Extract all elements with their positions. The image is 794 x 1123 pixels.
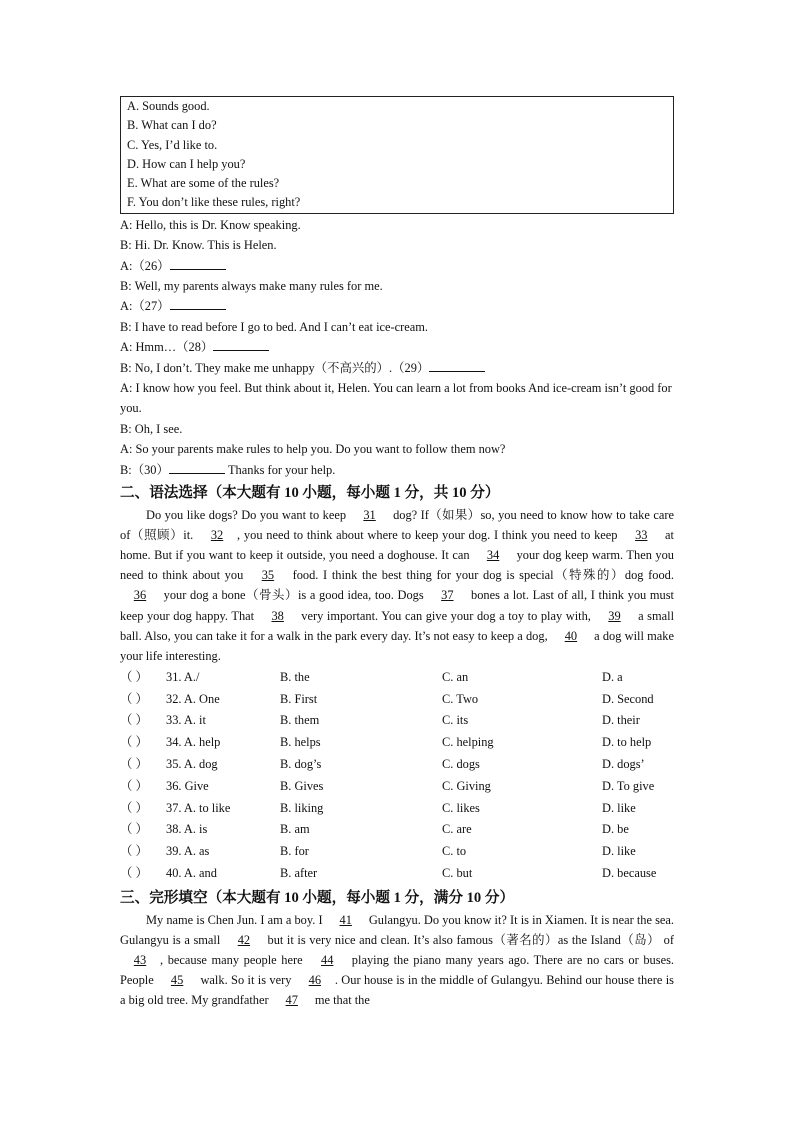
option-a: 32. A. One: [166, 691, 220, 706]
option-b: B. dog’s: [280, 757, 322, 771]
answer-paren[interactable]: （ ）: [120, 865, 148, 880]
option-item: B. What can I do?: [127, 118, 217, 133]
answer-paren[interactable]: （ ）: [120, 735, 148, 750]
passage-text: dog? If（如果）so, you need to know how to take care of（照顾）it.: [120, 508, 674, 543]
dialogue-text: A:（27）: [120, 299, 170, 314]
option-a: 36. Give: [166, 778, 209, 793]
option-c: C. to: [442, 844, 467, 859]
passage-text: your dog a bone（骨头）is a good idea, too. Dogs: [160, 588, 428, 603]
option-c: C. its: [442, 713, 469, 728]
dialogue-line: [120, 256, 674, 276]
option-d: D. dogs’: [602, 757, 645, 771]
answer-paren[interactable]: （ ）: [120, 822, 148, 837]
numbered-blank[interactable]: 39: [608, 608, 621, 623]
question-stem-cell: [120, 754, 280, 776]
numbered-blank[interactable]: 35: [261, 568, 275, 583]
dialogue-line: [120, 296, 674, 316]
option-c: C. likes: [442, 800, 480, 815]
question-stem-cell: [120, 841, 280, 863]
question-row: [120, 776, 674, 798]
numbered-blank[interactable]: 44: [321, 952, 334, 967]
numbered-blank[interactable]: 34: [486, 548, 500, 563]
dialogue-line: [120, 378, 674, 419]
passage-text: a small ball. Also, you can take it for a walk in the park every day. It’s not easy to keep a dog,: [120, 608, 675, 643]
option-b: B. them: [280, 713, 320, 728]
question-stem-cell: [120, 667, 280, 689]
option-d: D. like: [602, 800, 636, 815]
question-row: [120, 732, 674, 754]
question-stem-cell: [120, 732, 280, 754]
dialogue-line: [120, 235, 674, 255]
question-row: [120, 667, 674, 689]
dialogue-line: [120, 276, 674, 296]
numbered-blank[interactable]: 46: [308, 973, 322, 988]
option-d: D. Second: [602, 691, 654, 706]
dialogue-text: B: No, I don’t. They make me unhappy（不高兴的）.（29）: [120, 360, 430, 375]
dialogue-text: B: Well, my parents always make many rules for me.: [120, 279, 383, 293]
question-row: [120, 841, 674, 863]
passage-text: but it is very nice and clean. It’s also famous（著名的）as the Island（岛） of: [263, 932, 674, 947]
option-b: B. helps: [280, 735, 321, 750]
grammar-questions-table: [120, 667, 674, 885]
numbered-blank[interactable]: 41: [339, 912, 352, 927]
dialogue-text: A: So your parents make rules to help you. Do you want to follow them now?: [120, 442, 506, 457]
dialogue-text: A: Hello, this is Dr. Know speaking.: [120, 217, 301, 232]
dialogue-text: B:（30）: [120, 462, 169, 477]
dialogue-line: [120, 317, 674, 337]
answer-options-box: [120, 96, 674, 214]
option-b: B. liking: [280, 800, 324, 815]
passage-text: , because many people here: [160, 952, 308, 967]
section-2-heading: 二、语法选择（本大题有 10 小题，每小题 1 分，共 10 分）: [120, 485, 500, 502]
numbered-blank[interactable]: 33: [635, 528, 648, 543]
option-a: 33. A. it: [166, 713, 206, 728]
dialogue-text: A:（26）: [120, 258, 170, 273]
option-c: C. are: [442, 822, 472, 837]
question-stem-cell: [120, 710, 280, 732]
option-item: C. Yes, I’d like to.: [127, 137, 218, 152]
answer-blank[interactable]: [170, 297, 226, 310]
answer-paren[interactable]: （ ）: [120, 713, 148, 728]
question-stem-cell: [120, 798, 280, 820]
exam-page: [120, 96, 674, 1010]
option-d: D. To give: [602, 778, 655, 793]
question-row: [120, 689, 674, 711]
option-b: B. am: [280, 822, 310, 837]
option-item: D. How can I help you?: [127, 156, 246, 171]
numbered-blank[interactable]: 36: [133, 588, 147, 603]
option-a: 39. A. as: [166, 844, 210, 859]
dialogue-text: B: Hi. Dr. Know. This is Helen.: [120, 238, 277, 253]
passage-text: food. I think the best thing for your dog is special（特殊的）dog food.: [287, 568, 674, 583]
option-item: F. You don’t like these rules, right?: [127, 195, 301, 210]
question-row: [120, 754, 674, 776]
question-row: [120, 710, 674, 732]
passage-text: me that the: [311, 993, 370, 1008]
passage-text: Gulangyu. Do you know it? It is in Xiamen. It is near the sea. Gulangyu is a small: [120, 912, 674, 947]
answer-paren[interactable]: （ ）: [120, 778, 148, 793]
answer-blank[interactable]: [429, 359, 485, 372]
answer-paren[interactable]: （ ）: [120, 844, 148, 859]
numbered-blank[interactable]: 32: [210, 528, 224, 543]
question-stem-cell: [120, 776, 280, 798]
question-row: [120, 819, 674, 841]
answer-blank[interactable]: [170, 257, 226, 270]
option-item: E. What are some of the rules?: [127, 176, 280, 191]
question-stem-cell: [120, 819, 280, 841]
dialogue-text: B: I have to read before I go to bed. And I can’t eat ice-cream.: [120, 319, 429, 334]
option-d: D. a: [602, 669, 623, 684]
passage-text: Do you like dogs? Do you want to keep: [146, 508, 350, 523]
answer-paren[interactable]: （ ）: [120, 691, 148, 706]
passage-text: walk. So it is very: [197, 973, 295, 988]
dialogue-line: [120, 358, 674, 378]
numbered-blank[interactable]: 40: [564, 628, 578, 643]
option-c: C. Giving: [442, 778, 491, 793]
option-item: A. Sounds good.: [127, 99, 210, 113]
option-a: 38. A. is: [166, 822, 208, 837]
section-3-heading: 三、完形填空（本大题有 10 小题，每小题 1 分，满分 10 分）: [120, 889, 515, 906]
option-d: D. because: [602, 865, 657, 880]
answer-paren[interactable]: （ ）: [120, 757, 148, 771]
passage-text: a dog will make your life interesting.: [120, 628, 674, 663]
answer-blank[interactable]: [213, 338, 269, 351]
numbered-blank[interactable]: 38: [271, 608, 284, 623]
dialogue: [120, 215, 674, 480]
option-a: 37. A. to like: [166, 800, 231, 815]
option-b: B. after: [280, 865, 318, 880]
passage-text: at home. But if you want to keep it outside, you need a doghouse. It can: [120, 528, 674, 563]
numbered-blank[interactable]: 42: [237, 932, 251, 947]
numbered-blank[interactable]: 47: [285, 993, 298, 1008]
option-a: 34. A. help: [166, 735, 221, 750]
option-b: B. for: [280, 844, 309, 859]
numbered-blank[interactable]: 31: [363, 508, 376, 523]
question-row: [120, 863, 674, 885]
option-a: 40. A. and: [166, 865, 217, 880]
passage-text: , you need to think about where to keep your dog. I think you need to keep: [237, 528, 622, 543]
numbered-blank[interactable]: 45: [170, 973, 184, 988]
option-c: C. dogs: [442, 757, 480, 771]
numbered-blank[interactable]: 43: [133, 952, 147, 967]
option-d: D. be: [602, 822, 629, 837]
answer-paren[interactable]: （ ）: [120, 669, 148, 684]
option-d: D. their: [602, 713, 640, 728]
dialogue-text: A: I know how you feel. But think about it, Helen. You can learn a lot from books And ice-cream isn’t good for you.: [120, 381, 672, 416]
passage-text: playing the piano many years ago. There are no cars or buses. People: [120, 952, 674, 988]
grammar-passage: [120, 505, 674, 666]
dialogue-text: B: Oh, I see.: [120, 421, 183, 436]
option-c: C. Two: [442, 691, 479, 706]
option-a: 35. A. dog: [166, 757, 218, 771]
answer-blank[interactable]: [169, 461, 225, 474]
dialogue-line: [120, 215, 674, 235]
cloze-passage: [120, 910, 674, 1010]
passage-text: your dog keep warm. Then you need to think about you: [120, 548, 674, 583]
passage-text: very important. You can give your dog a toy to play with,: [297, 608, 595, 623]
passage-text: bones a lot. Last of all, I think you must keep your dog happy. That: [120, 588, 674, 623]
dialogue-line: [120, 419, 674, 439]
option-d: D. like: [602, 844, 636, 859]
option-b: B. the: [280, 669, 310, 684]
question-row: [120, 798, 674, 820]
dialogue-line: [120, 337, 674, 357]
option-c: C. but: [442, 865, 473, 880]
option-c: C. an: [442, 669, 469, 684]
passage-text: My name is Chen Jun. I am a boy. I: [146, 912, 326, 927]
dialogue-text-after: Thanks for your help.: [224, 462, 336, 477]
option-d: D. to help: [602, 735, 652, 750]
option-a: 31. A./: [166, 669, 200, 684]
dialogue-text: A: Hmm…（28）: [120, 340, 214, 355]
question-stem-cell: [120, 689, 280, 711]
option-b: B. Gives: [280, 778, 324, 793]
dialogue-line: [120, 460, 674, 480]
option-c: C. helping: [442, 735, 494, 750]
answer-paren[interactable]: （ ）: [120, 800, 148, 815]
dialogue-line: [120, 439, 674, 459]
passage-text: . Our house is in the middle of Gulangyu. Behind our house there is a big old tree. My grandfather: [120, 973, 675, 1008]
option-b: B. First: [280, 691, 318, 706]
question-stem-cell: [120, 863, 280, 885]
numbered-blank[interactable]: 37: [441, 588, 454, 603]
